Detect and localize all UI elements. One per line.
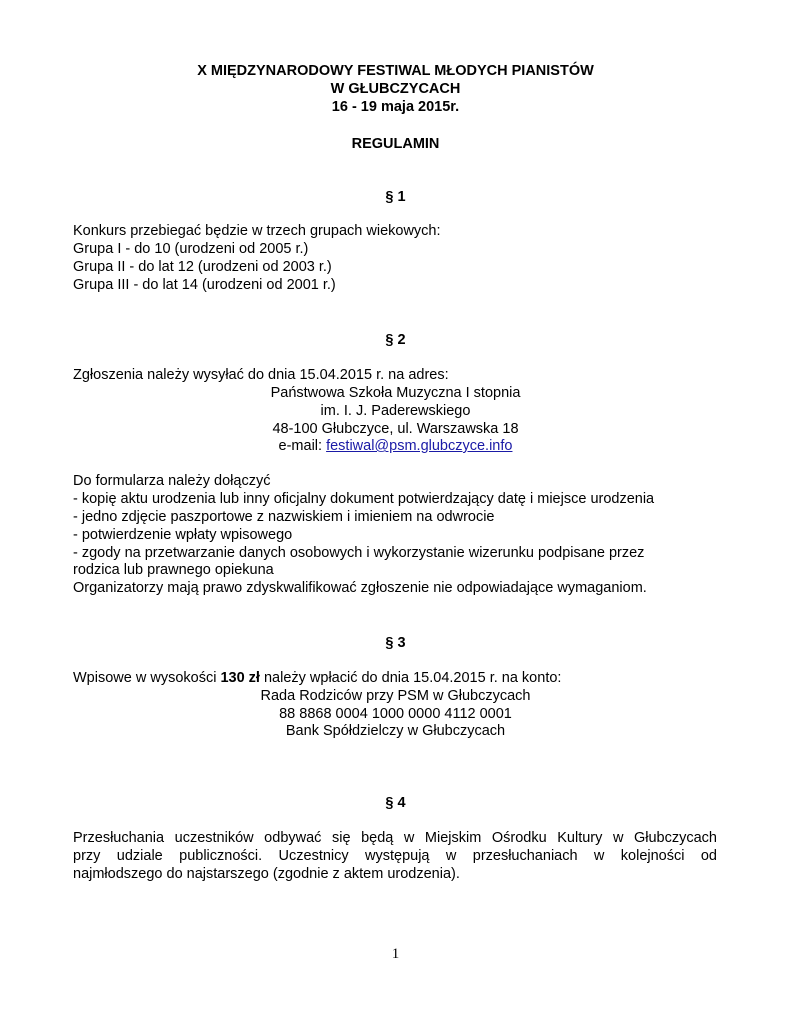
attachment-item: - zgody na przetwarzanie danych osobowych i wykorzystanie wizerunku podpisane przez bbox=[73, 545, 645, 561]
section-4-paragraph-line: przy udziale publiczności. Uczestnicy występują w przesłuchaniach w kolejności od bbox=[73, 848, 717, 864]
attachments-intro: Do formularza należy dołączyć bbox=[73, 473, 271, 489]
section-4-paragraph-line: najmłodszego do najstarszego (zgodnie z aktem urodzenia). bbox=[73, 866, 460, 882]
fee-text-pre: Wpisowe w wysokości bbox=[73, 670, 221, 686]
email-label: e-mail: bbox=[278, 438, 327, 454]
document-title: REGULAMIN bbox=[351, 136, 440, 152]
section-1-intro: Konkurs przebiegać będzie w trzech grupach wiekowych: bbox=[73, 223, 441, 239]
festival-title: X MIĘDZYNARODOWY FESTIWAL MŁODYCH PIANISTÓW bbox=[197, 63, 594, 79]
account-line: Bank Spółdzielczy w Głubczycach bbox=[285, 723, 506, 739]
attachment-item: rodzica lub prawnego opiekuna bbox=[73, 562, 274, 578]
fee-text-post: należy wpłacić do dnia 15.04.2015 r. na konto: bbox=[259, 670, 562, 686]
age-group-item: Grupa III - do lat 14 (urodzeni od 2001 r.) bbox=[73, 277, 336, 293]
account-line: 88 8868 0004 1000 0000 4112 0001 bbox=[279, 706, 512, 722]
address-line: 48-100 Głubczyce, ul. Warszawska 18 bbox=[272, 421, 519, 437]
address-line: Państwowa Szkoła Muzyczna I stopnia bbox=[270, 385, 521, 401]
account-line: Rada Rodziców przy PSM w Głubczycach bbox=[260, 688, 531, 704]
email-link[interactable]: festiwal@psm.glubczyce.info bbox=[326, 438, 513, 454]
attachment-item: - potwierdzenie wpłaty wpisowego bbox=[73, 527, 293, 543]
attachment-item: - kopię aktu urodzenia lub inny oficjalny dokument potwierdzający datę i miejsce urodzenia bbox=[73, 491, 655, 507]
age-group-item: Grupa I - do 10 (urodzeni od 2005 r.) bbox=[73, 241, 309, 257]
section-1-heading: § 1 bbox=[385, 189, 406, 205]
fee-line bbox=[73, 669, 561, 687]
festival-location: W GŁUBCZYCACH bbox=[330, 81, 461, 97]
section-4-paragraph-line: Przesłuchania uczestników odbywać się będą w Miejskim Ośrodku Kultury w Głubczycach bbox=[73, 830, 717, 846]
section-2-heading: § 2 bbox=[385, 332, 406, 348]
festival-dates: 16 - 19 maja 2015r. bbox=[331, 99, 460, 115]
fee-amount: 130 zł bbox=[220, 670, 260, 686]
section-2-intro: Zgłoszenia należy wysyłać do dnia 15.04.2015 r. na adres: bbox=[73, 367, 449, 383]
attachment-item: - jedno zdjęcie paszportowe z nazwiskiem i imieniem na odwrocie bbox=[73, 509, 495, 525]
section-4-heading: § 4 bbox=[385, 795, 406, 811]
address-line: im. I. J. Paderewskiego bbox=[320, 403, 471, 419]
section-3-heading: § 3 bbox=[385, 635, 406, 651]
disqualification-note: Organizatorzy mają prawo zdyskwalifikować zgłoszenie nie odpowiadające wymaganiom. bbox=[73, 580, 647, 596]
page-number: 1 bbox=[391, 946, 400, 962]
age-group-item: Grupa II - do lat 12 (urodzeni od 2003 r.) bbox=[73, 259, 332, 275]
email-line bbox=[0, 437, 791, 455]
